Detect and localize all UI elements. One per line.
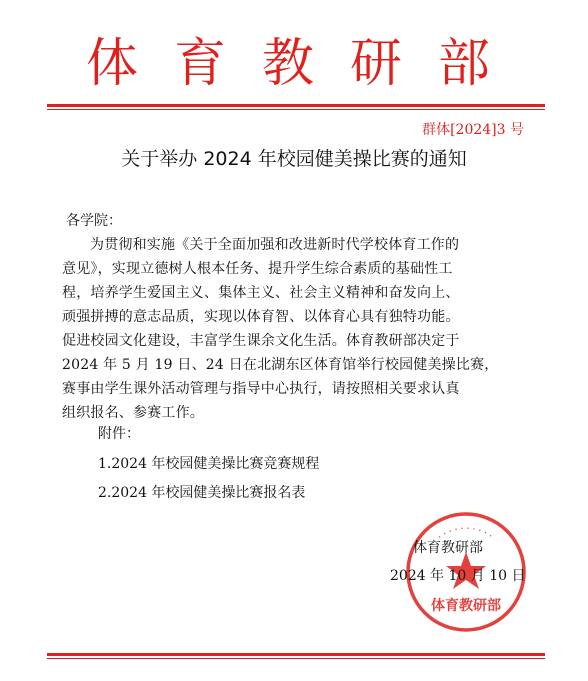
attachment-item: 2.2024 年校园健美操比赛报名表: [98, 485, 306, 501]
seal-arc-text: ··········: [434, 521, 498, 544]
body-paragraph: [62, 233, 530, 425]
attachment-item: 1.2024 年校园健美操比赛竞赛规程: [98, 456, 320, 472]
seal-label: 体育教研部: [431, 598, 501, 614]
footer-divider-thin: [47, 658, 545, 659]
paragraph-line: 促进校园文化建设，丰富学生课余文化生活。体育教研部决定于: [62, 333, 460, 349]
document-title: 关于举办 2024 年校园健美操比赛的通知: [121, 148, 467, 170]
paragraph-line: 顽强拼搏的意志品质，实现以体育智、以体育心具有独特功能。: [62, 309, 460, 325]
paragraph-line: 为贯彻和实施《关于全面加强和改进新时代学校体育工作的: [90, 237, 460, 253]
masthead-title: 体育教研部: [85, 34, 526, 94]
masthead-divider-thin: [47, 109, 545, 110]
attachments-heading: 附件：: [98, 426, 140, 442]
paragraph-line: 程，培养学生爱国主义、集体主义、社会主义精神和奋发向上、: [62, 285, 460, 301]
paragraph-line: 组织报名、参赛工作。: [62, 405, 204, 421]
paragraph-line: 意见》，实现立德树人根本任务、提升学生综合素质的基础性工: [62, 261, 453, 277]
salutation: 各学院：: [66, 213, 122, 229]
paragraph-line: 赛事由学生课外活动管理与指导中心执行，请按照相关要求认真: [62, 381, 460, 397]
paragraph-line: 2024 年 5 月 19 日、24 日在北湖东区体育馆举行校园健美操比赛，: [62, 357, 499, 373]
footer-divider-thick: [47, 653, 545, 656]
document-number: 群体[2024]3 号: [422, 122, 524, 138]
signature-organization: 体育教研部: [413, 540, 483, 556]
masthead-divider-thick: [47, 104, 545, 107]
signature-date: 2024 年 10 月 10 日: [390, 568, 526, 584]
